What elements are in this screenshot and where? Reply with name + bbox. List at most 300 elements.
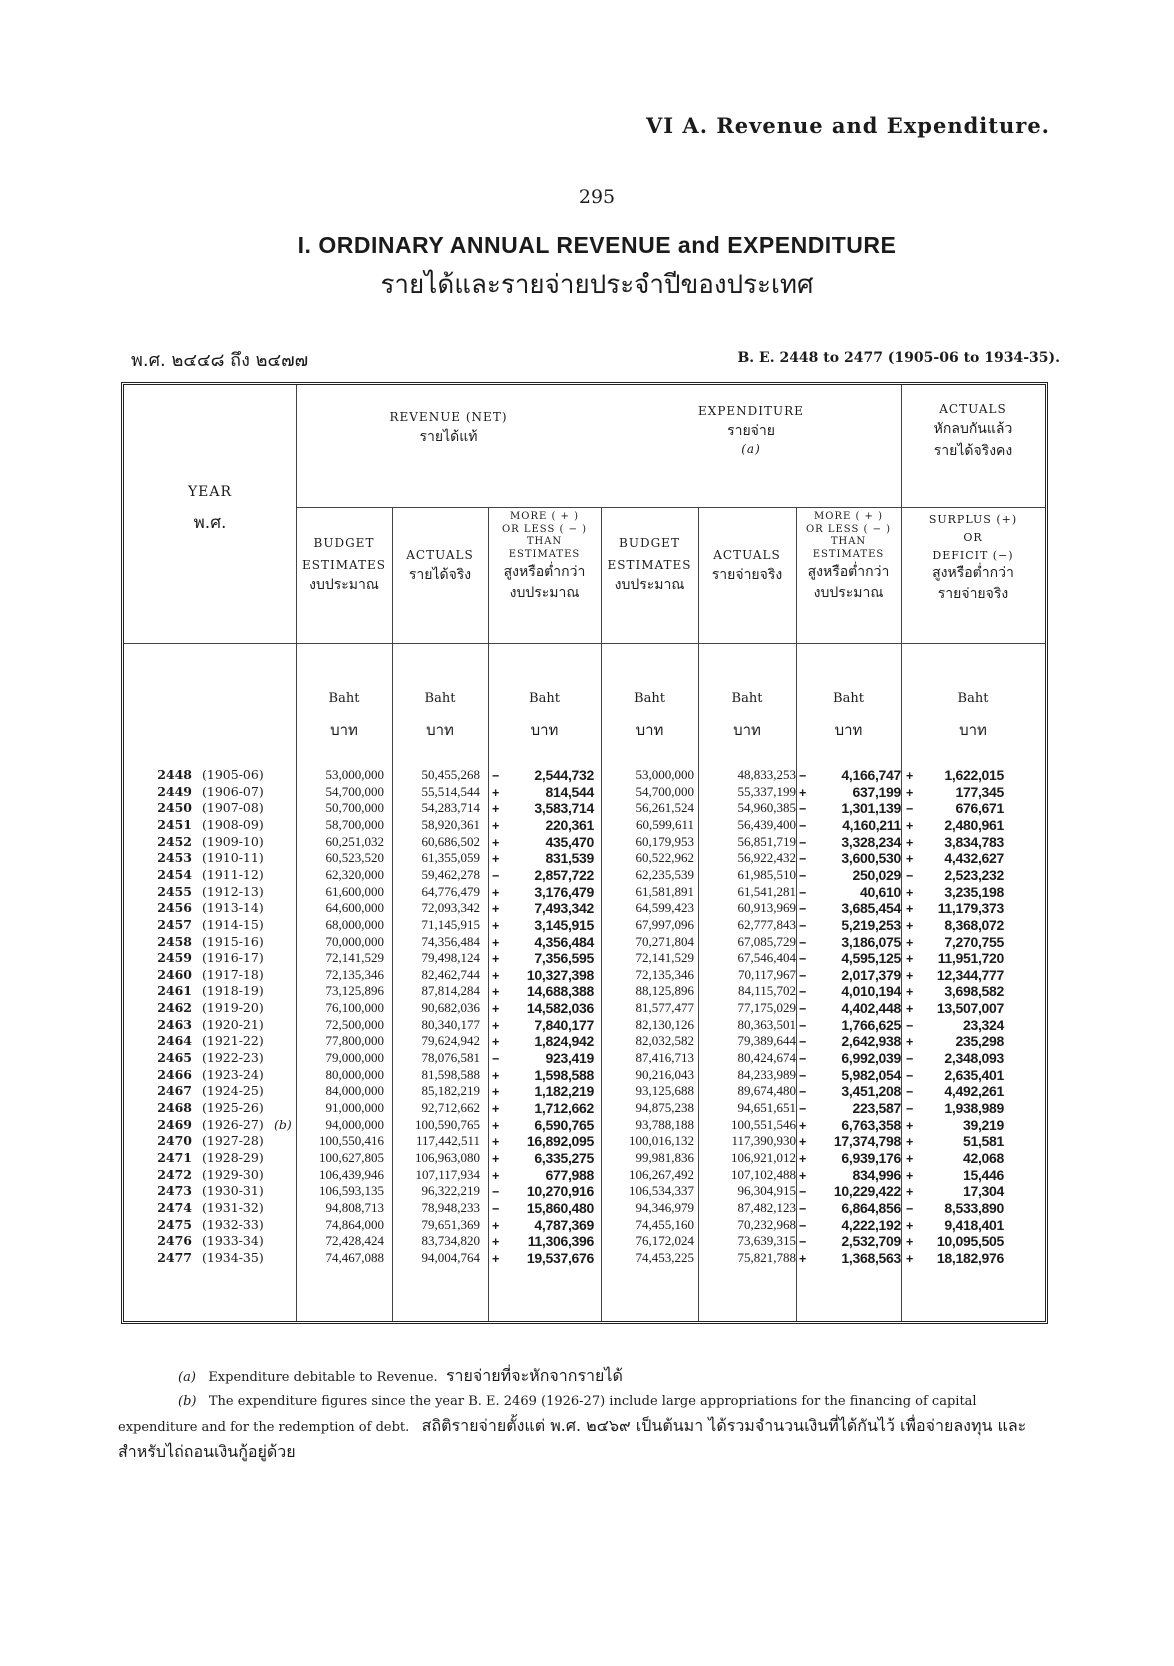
sign-marker: +	[906, 902, 914, 917]
expenditure-actual-cell: 56,851,719	[737, 833, 796, 849]
sign-marker: −	[799, 1102, 807, 1116]
year-ce: (1924-25)	[202, 1083, 264, 1099]
sign-marker: −	[799, 868, 807, 883]
revenue-difference-cell	[492, 1233, 598, 1251]
revenue-difference-cell	[492, 983, 598, 1001]
sign-marker: −	[906, 1201, 914, 1216]
sign-marker: −	[799, 1218, 807, 1233]
table-row	[124, 1100, 1051, 1117]
sign-marker: −	[906, 868, 914, 883]
table-row	[124, 1117, 1051, 1134]
year-header-label-thai: พ.ศ.	[193, 512, 227, 533]
year-header-label: YEAR	[187, 484, 233, 500]
period-range: B. E. 2448 to 2477 (1905-06 to 1934-35).	[737, 350, 1060, 366]
revenue-difference-cell	[492, 834, 598, 852]
actuals-group-title: ACTUALS	[939, 402, 1007, 416]
sign-marker: +	[906, 1002, 914, 1017]
unit-label	[392, 691, 488, 742]
header-line: ESTIMATES	[812, 548, 885, 560]
revenue-budget-cell: 91,000,000	[325, 1100, 384, 1115]
expenditure-difference-cell	[799, 1150, 903, 1168]
sign-marker: +	[799, 1168, 807, 1183]
revenue-difference-cell	[492, 934, 598, 952]
expenditure-difference-cell	[799, 1217, 903, 1235]
revenue-budget-cell: 74,864,000	[325, 1216, 384, 1232]
surplus-value: 676,671	[955, 800, 1004, 817]
difference-value: 10,270,916	[526, 1183, 594, 1200]
sign-marker: +	[906, 1135, 914, 1150]
difference-value: 6,590,765	[534, 1116, 594, 1133]
year-ce: (1928-29)	[202, 1149, 264, 1165]
revenue-difference-cell	[492, 900, 598, 918]
header-line: OR LESS ( − )	[501, 523, 588, 535]
sign-marker: −	[492, 868, 500, 883]
difference-value: 5,982,054	[841, 1066, 901, 1083]
surplus-deficit-cell	[906, 1067, 1016, 1085]
actuals-group-header	[901, 401, 1045, 461]
year-ce: (1909-10)	[202, 833, 264, 849]
difference-value: 4,010,194	[841, 983, 901, 1000]
sign-marker: +	[906, 835, 914, 850]
revenue-actual-cell: 83,734,820	[421, 1233, 480, 1249]
difference-value: 1,598,588	[534, 1066, 594, 1083]
unit-label-thai: บาท	[530, 721, 559, 739]
expenditure-actual-cell: 96,304,915	[737, 1183, 796, 1199]
header-line-thai: งบประมาณ	[813, 584, 884, 601]
revenue-budget-cell: 72,135,346	[325, 966, 384, 982]
surplus-deficit-cell	[906, 1100, 1016, 1118]
difference-value: 7,493,342	[534, 900, 594, 917]
expenditure-difference-cell	[799, 1133, 903, 1151]
revenue-budget-cell: 84,000,000	[325, 1083, 384, 1099]
year-ce: (1919-20)	[202, 1000, 264, 1016]
revenue-budget-cell: 72,428,424	[325, 1233, 384, 1249]
sign-marker: +	[492, 902, 500, 917]
difference-value: 7,840,177	[534, 1016, 594, 1033]
expenditure-actual-cell: 117,390,930	[731, 1133, 796, 1149]
footnote-text: The expenditure figures since the year B. E. 2469 (1926-27) include large appropriations for the financing of capital expenditure and for the redemption of debt.	[118, 1394, 977, 1435]
revenue-difference-cell	[492, 917, 598, 935]
expenditure-actual-cell: 70,117,967	[737, 966, 796, 982]
sign-marker: −	[799, 852, 807, 867]
table-row	[124, 1250, 1051, 1267]
difference-value: 3,583,714	[534, 800, 594, 817]
header-line: MORE ( + )	[510, 511, 579, 522]
table-row	[124, 934, 1051, 951]
revenue-budget-cell: 106,439,946	[319, 1166, 384, 1182]
difference-value: 16,892,095	[526, 1133, 594, 1150]
expenditure-budget-cell: 88,125,896	[635, 983, 694, 999]
sign-marker: +	[492, 885, 500, 900]
surplus-deficit-cell	[906, 1033, 1016, 1051]
expenditure-actual-cell: 48,833,253	[737, 767, 796, 782]
expenditure-difference-cell	[799, 950, 903, 968]
unit-label	[796, 691, 901, 742]
expenditure-actual-cell: 107,102,488	[731, 1166, 796, 1182]
sign-marker: −	[492, 1052, 500, 1067]
header-line: BUDGET	[619, 536, 680, 550]
difference-value: 637,199	[852, 783, 901, 800]
unit-label-thai: บาท	[330, 721, 358, 739]
expenditure-actual-cell: 56,439,400	[737, 816, 796, 832]
sign-marker: +	[799, 1118, 807, 1133]
sign-marker: +	[906, 769, 914, 783]
sign-marker: −	[799, 818, 807, 833]
expenditure-difference-cell	[799, 867, 903, 885]
year-be: 2468	[157, 1100, 192, 1115]
expenditure-budget-cell: 94,346,979	[635, 1199, 694, 1215]
sign-marker: −	[492, 1201, 500, 1216]
section-header: VI A. Revenue and Expenditure.	[645, 113, 1050, 138]
expenditure-actual-cell: 67,546,404	[737, 950, 796, 966]
expenditure-difference-cell	[799, 983, 903, 1001]
table-row	[124, 1083, 1051, 1100]
revenue-budget-cell: 58,700,000	[325, 816, 384, 832]
surplus-value: 12,344,777	[936, 966, 1004, 983]
year-be: 2472	[157, 1166, 192, 1182]
surplus-deficit-cell	[906, 784, 1016, 802]
year-ce: (1907-08)	[202, 800, 264, 816]
revenue-actual-cell: 50,455,268	[421, 767, 480, 782]
surplus-deficit-cell	[906, 1133, 1016, 1151]
sign-marker: −	[799, 1085, 807, 1100]
sign-marker: −	[799, 1235, 807, 1250]
difference-value: 6,864,856	[841, 1199, 901, 1216]
header-line: OR	[963, 530, 983, 544]
surplus-deficit-cell	[906, 1183, 1016, 1201]
revenue-budget-cell: 94,000,000	[325, 1116, 384, 1132]
expenditure-budget-cell: 100,016,132	[629, 1133, 694, 1149]
expenditure-footnote-ref: (a)	[741, 442, 761, 457]
sign-marker: +	[906, 1251, 914, 1266]
expenditure-actual-cell: 79,389,644	[737, 1033, 796, 1049]
expenditure-difference-cell	[799, 900, 903, 918]
difference-value: 3,600,530	[841, 850, 901, 867]
difference-value: 4,166,747	[841, 767, 901, 783]
difference-value: 6,992,039	[841, 1050, 901, 1067]
sign-marker: −	[799, 769, 807, 783]
expenditure-actual-cell: 75,821,788	[737, 1249, 796, 1265]
sign-marker: +	[492, 1018, 500, 1033]
revenue-budget-cell: 72,500,000	[325, 1016, 384, 1032]
sign-marker: −	[906, 1102, 914, 1116]
year-be: 2459	[157, 950, 192, 966]
table-row	[124, 867, 1051, 884]
year-ce: (1910-11)	[202, 850, 264, 866]
revenue-budget-cell: 106,593,135	[319, 1183, 384, 1199]
expenditure-budget-cell: 72,135,346	[635, 966, 694, 982]
sign-marker: −	[799, 885, 807, 900]
surplus-value: 2,348,093	[944, 1050, 1004, 1067]
surplus-value: 7,270,755	[944, 933, 1004, 950]
sign-marker: +	[906, 935, 914, 950]
expenditure-difference-cell	[799, 817, 903, 835]
revenue-actual-cell: 72,093,342	[421, 900, 480, 916]
year-ce: (1908-09)	[202, 816, 264, 832]
expenditure-actual-cell: 77,175,029	[737, 1000, 796, 1016]
expenditure-budget-cell: 87,416,713	[635, 1050, 694, 1066]
expenditure-actual-cell: 80,363,501	[737, 1016, 796, 1032]
surplus-deficit-cell	[906, 884, 1016, 902]
sign-marker: −	[799, 918, 807, 933]
sign-marker: −	[906, 1085, 914, 1100]
surplus-value: 10,095,505	[936, 1233, 1004, 1250]
unit-label-en: Baht	[833, 691, 864, 706]
sign-marker: +	[492, 952, 500, 967]
expenditure-actual-cell: 84,233,989	[737, 1066, 796, 1082]
surplus-value: 2,635,401	[944, 1066, 1004, 1083]
year-be: 2466	[157, 1066, 192, 1082]
revenue-actual-cell: 96,322,219	[421, 1183, 480, 1199]
header-line-thai: สูงหรือต่ำกว่า	[807, 564, 890, 580]
year-ce: (1911-12)	[202, 866, 264, 882]
unit-label-en: Baht	[957, 691, 989, 706]
footnote-b	[118, 1392, 1048, 1464]
difference-value: 923,419	[545, 1050, 594, 1067]
difference-value: 3,685,454	[841, 900, 901, 917]
difference-value: 4,595,125	[841, 950, 901, 967]
surplus-value: 42,068	[962, 1149, 1004, 1166]
revenue-difference-cell	[492, 1017, 598, 1035]
year-ce: (1931-32)	[202, 1199, 264, 1215]
year-be: 2473	[157, 1183, 192, 1199]
table-body	[124, 767, 1045, 1277]
header-line-thai: รายจ่ายจริง	[937, 585, 1009, 602]
surplus-value: 3,698,582	[944, 983, 1004, 1000]
surplus-deficit-cell	[906, 867, 1016, 885]
table-row	[124, 1217, 1051, 1234]
unit-label	[601, 691, 698, 742]
sign-marker: −	[492, 769, 500, 783]
revenue-difference-cell	[492, 1183, 598, 1201]
year-be: 2462	[157, 1000, 192, 1016]
surplus-deficit-cell	[906, 817, 1016, 835]
footnote-ref: (b)	[274, 1116, 292, 1132]
difference-value: 10,327,398	[526, 966, 594, 983]
difference-value: 435,470	[545, 833, 594, 850]
sign-marker: +	[799, 785, 807, 800]
expenditure-actual-cell: 54,960,385	[737, 800, 796, 816]
difference-value: 3,186,075	[841, 933, 901, 950]
expenditure-budget-cell: 62,235,539	[635, 866, 694, 882]
surplus-value: 15,446	[962, 1166, 1004, 1183]
expenditure-difference-cell	[799, 1250, 903, 1268]
revenue-budget-cell: 61,600,000	[325, 883, 384, 899]
year-ce: (1913-14)	[202, 900, 264, 916]
difference-value: 1,824,942	[534, 1033, 594, 1050]
expenditure-budget-cell: 76,172,024	[635, 1233, 694, 1249]
table-row	[124, 917, 1051, 934]
year-be: 2451	[157, 816, 192, 832]
expenditure-difference-cell	[799, 934, 903, 952]
year-be: 2471	[157, 1149, 192, 1165]
difference-value: 2,017,379	[841, 966, 901, 983]
revenue-actual-cell: 59,462,278	[421, 866, 480, 882]
table-row	[124, 1233, 1051, 1250]
expenditure-budget-cell: 106,267,492	[629, 1166, 694, 1182]
footnote-text-thai: สถิติรายจ่ายตั้งแต่ พ.ศ. ๒๔๖๙ เป็นต้นมา ได้รวมจำนวนเงินที่ได้กันไว้ เพื่อจ่ายลงทุน และสำหรับไถ่ถอนเงินกู้อยู่ด้วย	[118, 1415, 1027, 1461]
expenditure-difference-cell	[799, 1183, 903, 1201]
year-be: 2460	[157, 966, 192, 982]
surplus-deficit-cell	[906, 1250, 1016, 1268]
expenditure-budget-cell: 60,599,611	[635, 816, 694, 832]
surplus-value: 17,304	[962, 1183, 1004, 1200]
difference-value: 814,544	[545, 783, 594, 800]
year-ce: (1922-23)	[202, 1050, 264, 1066]
expenditure-difference-cell	[799, 1117, 903, 1135]
expenditure-budget-cell: 93,788,188	[635, 1116, 694, 1132]
sign-marker: +	[906, 1218, 914, 1233]
expenditure-actual-cell: 70,232,968	[737, 1216, 796, 1232]
sign-marker: +	[906, 1151, 914, 1166]
difference-value: 2,857,722	[534, 866, 594, 883]
sign-marker: −	[799, 802, 807, 817]
expenditure-budget-cell: 94,875,238	[635, 1100, 694, 1115]
expenditure-difference-cell	[799, 1033, 903, 1051]
revenue-actual-cell: 58,920,361	[421, 816, 480, 832]
surplus-deficit-cell	[906, 1217, 1016, 1235]
revenue-difference-cell	[492, 767, 598, 785]
table-row	[124, 850, 1051, 867]
expenditure-actual-cell: 100,551,546	[731, 1116, 796, 1132]
header-line-thai: งบประมาณ	[509, 584, 580, 601]
difference-value: 1,712,662	[534, 1100, 594, 1116]
year-be: 2448	[157, 767, 192, 782]
table-row	[124, 817, 1051, 834]
header-line: MORE ( + )	[814, 511, 883, 522]
difference-value: 3,451,208	[841, 1083, 901, 1100]
revenue-actual-cell: 60,686,502	[421, 833, 480, 849]
revenue-actual-cell: 87,814,284	[421, 983, 480, 999]
sign-marker: +	[492, 1251, 500, 1266]
table-row	[124, 950, 1051, 967]
period-range-thai: พ.ศ. ๒๔๔๘ ถึง ๒๔๗๗	[131, 350, 309, 371]
difference-value: 6,335,275	[534, 1149, 594, 1166]
expenditure-actual-cell: 62,777,843	[737, 916, 796, 932]
sign-marker: +	[906, 818, 914, 833]
difference-value: 1,301,139	[841, 800, 901, 817]
difference-value: 2,544,732	[534, 767, 594, 783]
year-ce: (1920-21)	[202, 1016, 264, 1032]
expenditure-difference-cell	[799, 1017, 903, 1035]
year-ce: (1925-26)	[202, 1100, 264, 1115]
revenue-budget-cell: 76,100,000	[325, 1000, 384, 1016]
revenue-actual-cell: 78,076,581	[421, 1050, 480, 1066]
revenue-actual-cell: 74,356,484	[421, 933, 480, 949]
table-row	[124, 1017, 1051, 1034]
surplus-value: 39,219	[962, 1116, 1004, 1133]
year-be: 2465	[157, 1050, 192, 1066]
revenue-actual-cell: 81,598,588	[421, 1066, 480, 1082]
unit-label-en: Baht	[529, 691, 560, 706]
sign-marker: −	[906, 1052, 914, 1067]
difference-value: 10,229,422	[833, 1183, 901, 1200]
sign-marker: +	[799, 1135, 807, 1150]
surplus-deficit-cell	[906, 950, 1016, 968]
revenue-actuals-header	[392, 547, 488, 585]
surplus-value: 11,951,720	[937, 950, 1004, 967]
revenue-difference-cell	[492, 950, 598, 968]
difference-value: 3,328,234	[841, 833, 901, 850]
difference-value: 2,532,709	[841, 1233, 901, 1250]
revenue-actual-cell: 71,145,915	[421, 916, 480, 932]
sign-marker: +	[906, 785, 914, 800]
surplus-deficit-cell	[906, 1017, 1016, 1035]
revenue-budget-cell: 70,000,000	[325, 933, 384, 949]
expenditure-actual-cell: 60,913,969	[737, 900, 796, 916]
surplus-value: 8,533,890	[944, 1199, 1004, 1216]
sign-marker: +	[492, 1085, 500, 1100]
revenue-difference-cell	[492, 967, 598, 985]
sign-marker: −	[906, 802, 914, 817]
revenue-difference-cell	[492, 1100, 598, 1118]
expenditure-difference-cell	[799, 1050, 903, 1068]
expenditure-difference-cell	[799, 800, 903, 818]
header-line: DEFICIT (−)	[932, 548, 1014, 562]
unit-label-thai: บาท	[959, 721, 987, 739]
surplus-value: 23,324	[962, 1016, 1004, 1033]
year-be: 2453	[157, 850, 192, 866]
revenue-group-title-thai: รายได้แท้	[419, 429, 478, 446]
expenditure-budget-cell: 74,455,160	[635, 1216, 694, 1232]
unit-label	[296, 691, 392, 742]
surplus-value: 2,480,961	[944, 816, 1004, 833]
page-title-thai: รายได้และรายจ่ายประจำปีของประเทศ	[380, 270, 814, 300]
revenue-actual-cell: 82,462,744	[421, 966, 480, 982]
surplus-value: 3,834,783	[944, 833, 1004, 850]
difference-value: 4,356,484	[534, 933, 594, 950]
revenue-difference-cell	[492, 850, 598, 868]
expenditure-group-title-thai: รายจ่าย	[727, 423, 775, 440]
table-row	[124, 1000, 1051, 1017]
sign-marker: −	[799, 968, 807, 983]
revenue-actual-cell: 94,004,764	[421, 1249, 480, 1265]
revenue-budget-cell: 73,125,896	[325, 983, 384, 999]
expenditure-budget-cell: 56,261,524	[635, 800, 694, 816]
header-line-thai: สูงหรือต่ำกว่า	[932, 565, 1014, 582]
revenue-difference-cell	[492, 1000, 598, 1018]
expenditure-difference-cell	[799, 767, 903, 785]
header-line: ESTIMATES	[301, 558, 386, 573]
sign-marker: +	[492, 1168, 500, 1183]
sign-marker: +	[906, 1035, 914, 1050]
difference-value: 11,306,396	[527, 1233, 594, 1250]
revenue-difference-cell	[492, 1133, 598, 1151]
expenditure-actual-cell: 61,541,281	[737, 883, 796, 899]
year-be: 2467	[157, 1083, 192, 1099]
revenue-difference-cell	[492, 1117, 598, 1135]
year-ce: (1921-22)	[202, 1033, 264, 1049]
sign-marker: +	[492, 1035, 500, 1050]
surplus-value: 18,182,976	[936, 1249, 1004, 1266]
surplus-deficit-cell	[906, 800, 1016, 818]
difference-value: 3,145,915	[534, 916, 594, 933]
difference-value: 3,176,479	[534, 883, 594, 900]
year-ce: (1923-24)	[202, 1066, 264, 1082]
difference-value: 834,996	[852, 1166, 901, 1183]
sign-marker: −	[799, 835, 807, 850]
difference-value: 1,766,625	[841, 1016, 901, 1033]
sign-marker: +	[492, 852, 500, 867]
sign-marker: +	[492, 1218, 500, 1233]
revenue-difference-cell	[492, 1150, 598, 1168]
table-row	[124, 800, 1051, 817]
expenditure-actual-cell: 94,651,651	[737, 1100, 796, 1115]
expenditure-budget-cell: 61,581,891	[635, 883, 694, 899]
expenditure-actual-cell: 56,922,432	[737, 850, 796, 866]
expenditure-budget-cell: 93,125,688	[635, 1083, 694, 1099]
difference-value: 2,642,938	[841, 1033, 901, 1050]
